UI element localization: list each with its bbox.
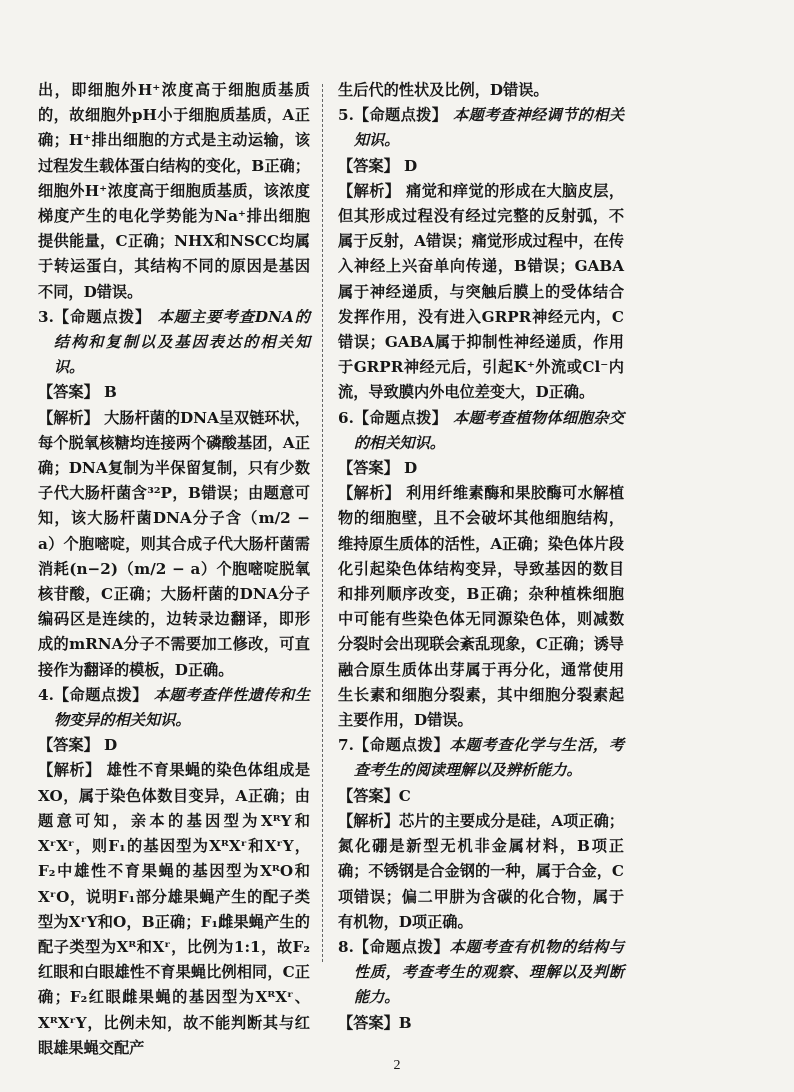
question-4-point: [38, 683, 310, 733]
question-4-analysis: [38, 758, 310, 1060]
point-label: 【命题点拨】: [353, 937, 450, 956]
point-text: 本题主要考查DNA的结构和复制以及基因表达的相关知识。: [53, 307, 310, 377]
page-number: 2: [393, 1058, 401, 1073]
question-number: 7.: [338, 736, 354, 755]
answer-value: B: [398, 1013, 412, 1032]
question-number: 3.: [38, 307, 54, 326]
question-3-answer: [38, 380, 310, 405]
analysis-label: 【解析】: [338, 181, 401, 200]
analysis-label: 【解析】: [338, 811, 399, 830]
answer-label: 【答案】: [338, 459, 399, 478]
question-6-analysis: [338, 481, 624, 733]
point-label: 【命题点拨】: [353, 106, 448, 125]
analysis-text: 痛觉和痒觉的形成在大脑皮层，但其形成过程没有经过完整的反射弧，不属于反射，A错误；痛觉形成过程中，在传入神经上兴奋单向传递，B错误；GABA属于神经递质，与突触后膜上的受体结合发挥作用，没有进入GRPR神经元内，C错误；GABA属于抑制性神经递质，作用于GRPR神经元后，引起K⁺外流或Cl⁻内流，导致膜内外电位差变大，D正确。: [338, 181, 625, 402]
analysis-text: 雄性不育果蝇的染色体组成是XO，属于染色体数目变异，A正确；由题意可知，亲本的基因型为XᴿY和XʳXʳ，则F₁的基因型为XᴿXʳ和XʳY，F₂中雄性不育果蝇的基因型为XᴿO和XʳO，说明F₁部分雄果蝇产生的配子类型为XʳY和O，B正确；F₁雌果蝇产生的配子类型为Xᴿ和Xʳ，比例为1:1，故F₂红眼和白眼雄性不育果蝇比例相同，C正确；F₂红眼雌果蝇的基因型为XᴿXʳ、XᴿXʳY，比例未知，故不能判断其与红眼雄果蝇交配产: [38, 761, 311, 1057]
question-5-analysis: [338, 179, 624, 406]
question-8-answer: [338, 1011, 624, 1036]
analysis-label: 【解析】: [38, 408, 99, 427]
point-label: 【命题点拨】: [353, 736, 450, 755]
question-number: 4.: [38, 685, 54, 704]
answer-value: D: [104, 736, 118, 755]
question-3-analysis: [38, 406, 310, 683]
answer-label: 【答案】: [338, 1013, 399, 1032]
analysis-label: 【解析】: [338, 484, 401, 503]
question-7-analysis: [338, 809, 624, 935]
answer-value: D: [404, 156, 418, 175]
point-text: 本题考查神经调节的相关知识。: [353, 106, 625, 150]
question-8-point: [338, 935, 624, 1011]
question-5-answer: [338, 154, 624, 179]
question-3-point: [38, 305, 310, 381]
question-6-answer: [338, 456, 624, 481]
question-number: 6.: [338, 408, 354, 427]
point-label: 【命题点拨】: [53, 685, 148, 704]
answer-label: 【答案】: [338, 156, 399, 175]
question-5-point: [338, 103, 624, 153]
point-text: 本题考查有机物的结构与性质，考查考生的观察、理解以及判断能力。: [353, 937, 625, 1007]
answer-label: 【答案】: [38, 383, 99, 402]
point-text: 本题考查植物体细胞杂交的相关知识。: [353, 408, 625, 452]
analysis-text: 芯片的主要成分是硅，A项正确；氮化硼是新型无机非金属材料，B项正确；不锈钢是合金钢的一种，属于合金，C项错误；偏二甲肼为含碳的化合物，属于有机物，D项正确。: [338, 811, 624, 931]
analysis-text: 大肠杆菌的DNA呈双链环状，每个脱氧核糖均连接两个磷酸基团，A正确；DNA复制为半保留复制，只有少数子代大肠杆菌含³²P，B错误；由题意可知，该大肠杆菌DNA分子含（m/2 − a）个胞嘧啶，则其合成子代大肠杆菌需消耗(n−2)（m/2 − a）个胞嘧啶脱氧核苷酸，C正确；大肠杆菌的DNA分子编码区是连续的，边转录边翻译，即形成的mRNA分子不需要加工修改，可直接作为翻译的模板，D正确。: [38, 408, 310, 679]
left-column: [38, 78, 310, 1061]
column-divider: [322, 84, 323, 962]
answer-label: 【答案】: [38, 736, 99, 755]
right-column: [338, 78, 624, 1036]
point-label: 【命题点拨】: [53, 307, 152, 326]
question-7-point: [338, 733, 624, 783]
analysis-text: 利用纤维素酶和果胶酶可水解植物的细胞壁，且不会破坏其他细胞结构，维持原生质体的活性，A正确；染色体片段化引起染色体结构变异，导致基因的数目和排列顺序改变，B正确；杂种植株细胞中可能有些染色体无同源染色体，则减数分裂时会出现联会紊乱现象，C正确；诱导融合原生质体出芽属于再分化，通常使用生长素和细胞分裂素，其中细胞分裂素起主要作用，D错误。: [338, 484, 625, 730]
point-text: 本题考查化学与生活，考查考生的阅读理解以及辨析能力。: [353, 736, 625, 780]
point-text: 本题考查伴性遗传和生物变异的相关知识。: [53, 685, 311, 730]
question-7-answer: [338, 784, 624, 809]
answer-value: B: [104, 383, 117, 402]
question-number: 8.: [338, 937, 354, 956]
continued-paragraph: 生后代的性状及比例，D错误。: [338, 81, 549, 99]
continued-paragraph: 出，即细胞外H⁺浓度高于细胞质基质的，故细胞外pH小于细胞质基质，A正确；H⁺排出细胞的方式是主动运输，该过程发生载体蛋白结构的变化，B正确；细胞外H⁺浓度高于细胞质基质，该浓度梯度产生的电化学势能为Na⁺排出细胞提供能量，C正确；NHX和NSCC均属于转运蛋白，其结构不同的原因是基因不同，D错误。: [38, 81, 310, 301]
answer-value: D: [404, 459, 418, 478]
answer-label: 【答案】: [338, 786, 399, 805]
question-4-answer: [38, 733, 310, 758]
answer-value: C: [398, 786, 411, 805]
question-number: 5.: [338, 106, 354, 125]
analysis-label: 【解析】: [38, 761, 101, 780]
question-6-point: [338, 406, 624, 456]
point-label: 【命题点拨】: [353, 408, 448, 427]
